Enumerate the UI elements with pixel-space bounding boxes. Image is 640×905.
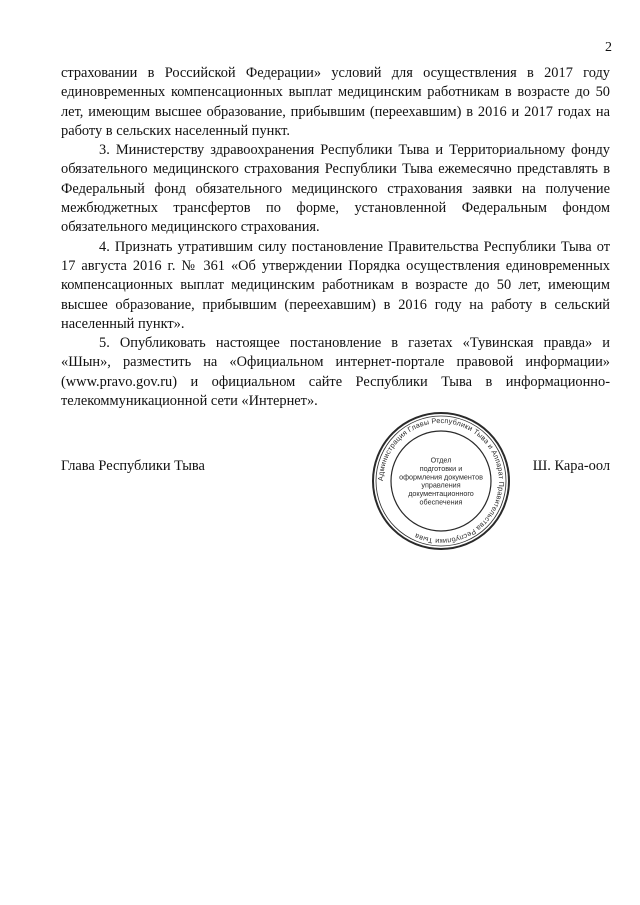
official-stamp (370, 410, 512, 552)
paragraph-item-5: 5. Опубликовать настоящее постановление в газетах «Тувинская правда» и «Шын», разместить на «Официальном интернет-портале правовой информации» (www.pravo.gov.ru) и официальном сайте Республики Тыва в информационно-телекоммуникационной сети «Интернет». (61, 335, 610, 410)
stamp-center-line: подготовки и (419, 463, 463, 473)
stamp-center-line: Отдел (430, 455, 452, 465)
paragraph-item-4: 4. Признать утратившим силу постановление Правительства Республики Тыва от 17 августа 2016 г. № 361 «Об утверждении Порядка осуществления единовременных компенсационных выплат медицинским работникам в возрасте до 50 лет, имеющим высшее образование, прибывшим (переехавшим) в 2016 году на работу в сельский населенный пункт». (61, 238, 610, 332)
stamp-ring-text: Администрация Главы Республики Тыва и Аппарат Правительства Республики Тыва (375, 415, 507, 547)
stamp-center-line: управления (421, 480, 461, 490)
stamp-center-line: обеспечения (419, 497, 463, 507)
signatory-name: Ш. Кара-оол (532, 458, 610, 474)
stamp-center-line: оформления документов (399, 472, 483, 482)
document-body (61, 64, 610, 411)
page-number: 2 (605, 40, 612, 55)
paragraph-continuation: страховании в Российской Федерации» условий для осуществления в 2017 году единовременных компенсационных выплат медицинским работникам в возрасте до 50 лет, имеющим высшее образование, прибывшим (переехавшим) в 2016 и 2017 годах на работу в сельских населенный пункт. (61, 65, 610, 139)
stamp-center-line: документационного (408, 489, 474, 499)
stamp-seal-graphic (370, 410, 512, 552)
signatory-position: Глава Республики Тыва (61, 458, 205, 474)
signature-block (61, 455, 610, 488)
paragraph-item-3: 3. Министерству здравоохранения Республики Тыва и Территориальному фонду обязательного медицинского страхования Республики Тыва ежемесячно представлять в Федеральный фонд обязательного медицинского страхования заявки на получение межбюджетных трансфертов по форме, установленной Федеральным фондом обязательного медицинского страхования. (61, 142, 610, 236)
